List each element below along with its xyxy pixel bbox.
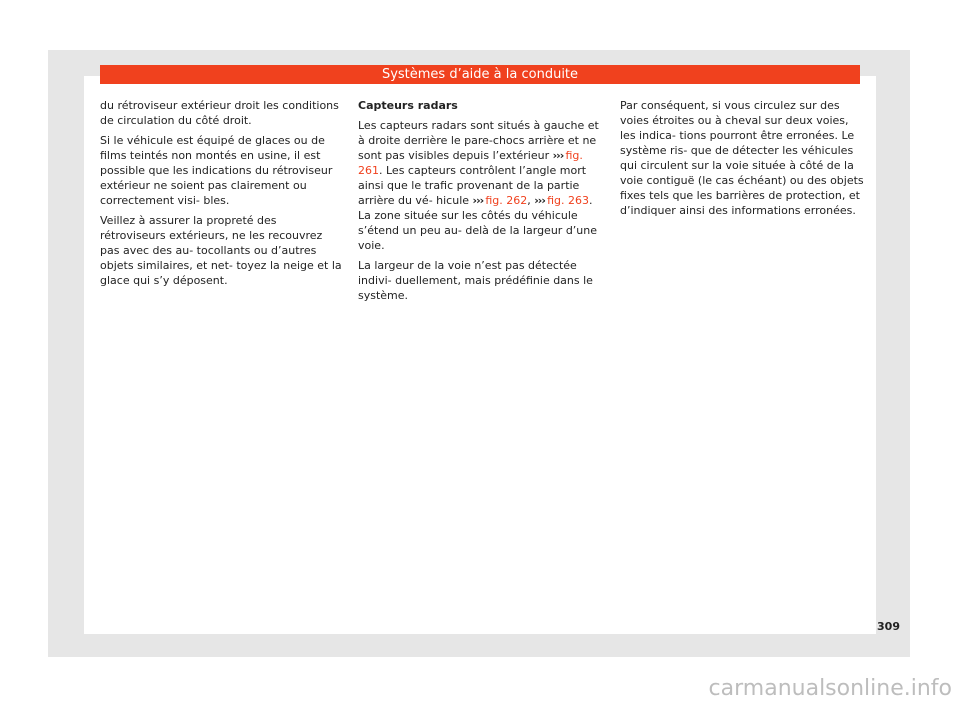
column-left: [100, 98, 344, 293]
reference-arrow-icon: ›››: [472, 194, 484, 207]
figure-link-263[interactable]: fig. 263: [547, 194, 589, 207]
column-middle: [358, 98, 602, 308]
subheading-radar-sensors: Capteurs radars: [358, 99, 458, 112]
watermark: carmanualsonline.info: [708, 676, 952, 701]
reference-arrow-icon: ›››: [534, 194, 545, 207]
section-title: Systèmes d’aide à la conduite: [381, 67, 579, 82]
figure-link-262[interactable]: fig. 262: [485, 194, 528, 207]
paragraph: Par conséquent, si vous circulez sur des voies étroites ou à cheval sur deux voies, les indica- tions pourront être erronées. Le système ris- que de détecter les véhicules qui circulent sur la voie située à côté de la voie contiguë (le cas échéant) ou des objets fixes tels que les barrières de protection, et d’indiquer ainsi des informations erronées.: [620, 99, 864, 217]
section-header: [100, 65, 860, 84]
text-run: . La zone située sur les côtés du véhicule s’étend un peu au- delà de la largeur d’une voie.: [358, 194, 598, 252]
column-right: [620, 98, 864, 223]
page-number: 309: [877, 620, 900, 633]
paragraph: [358, 118, 602, 253]
text-run: . Les capteurs contrôlent l’angle mort ainsi que le trafic provenant de la partie arrière du vé- hicule: [358, 164, 587, 207]
figure-link-261[interactable]: fig. 261: [358, 149, 583, 177]
paragraph: Si le véhicule est équipé de glaces ou de films teintés non montés en usine, il est possible que les indications du rétroviseur extérieur ne soient pas clairement ou correctement visi- bles.: [100, 134, 333, 207]
text-run: ,: [527, 194, 535, 207]
paragraph: La largeur de la voie n’est pas détectée indivi- duellement, mais prédéfinie dans le système.: [358, 259, 593, 302]
text-run: Les capteurs radars sont situés à gauche et à droite derrière le pare-chocs arrière et ne sont pas visibles depuis l’extérieur: [358, 119, 599, 162]
paragraph: Veillez à assurer la propreté des rétroviseurs extérieurs, ne les recouvrez pas avec des au- tocollants ou d’autres objets similaires, et net- toyez la neige et la glace qui s’y déposent.: [100, 214, 342, 287]
paragraph: du rétroviseur extérieur droit les conditions de circulation du côté droit.: [100, 99, 339, 127]
reference-arrow-icon: ›››: [552, 149, 564, 162]
